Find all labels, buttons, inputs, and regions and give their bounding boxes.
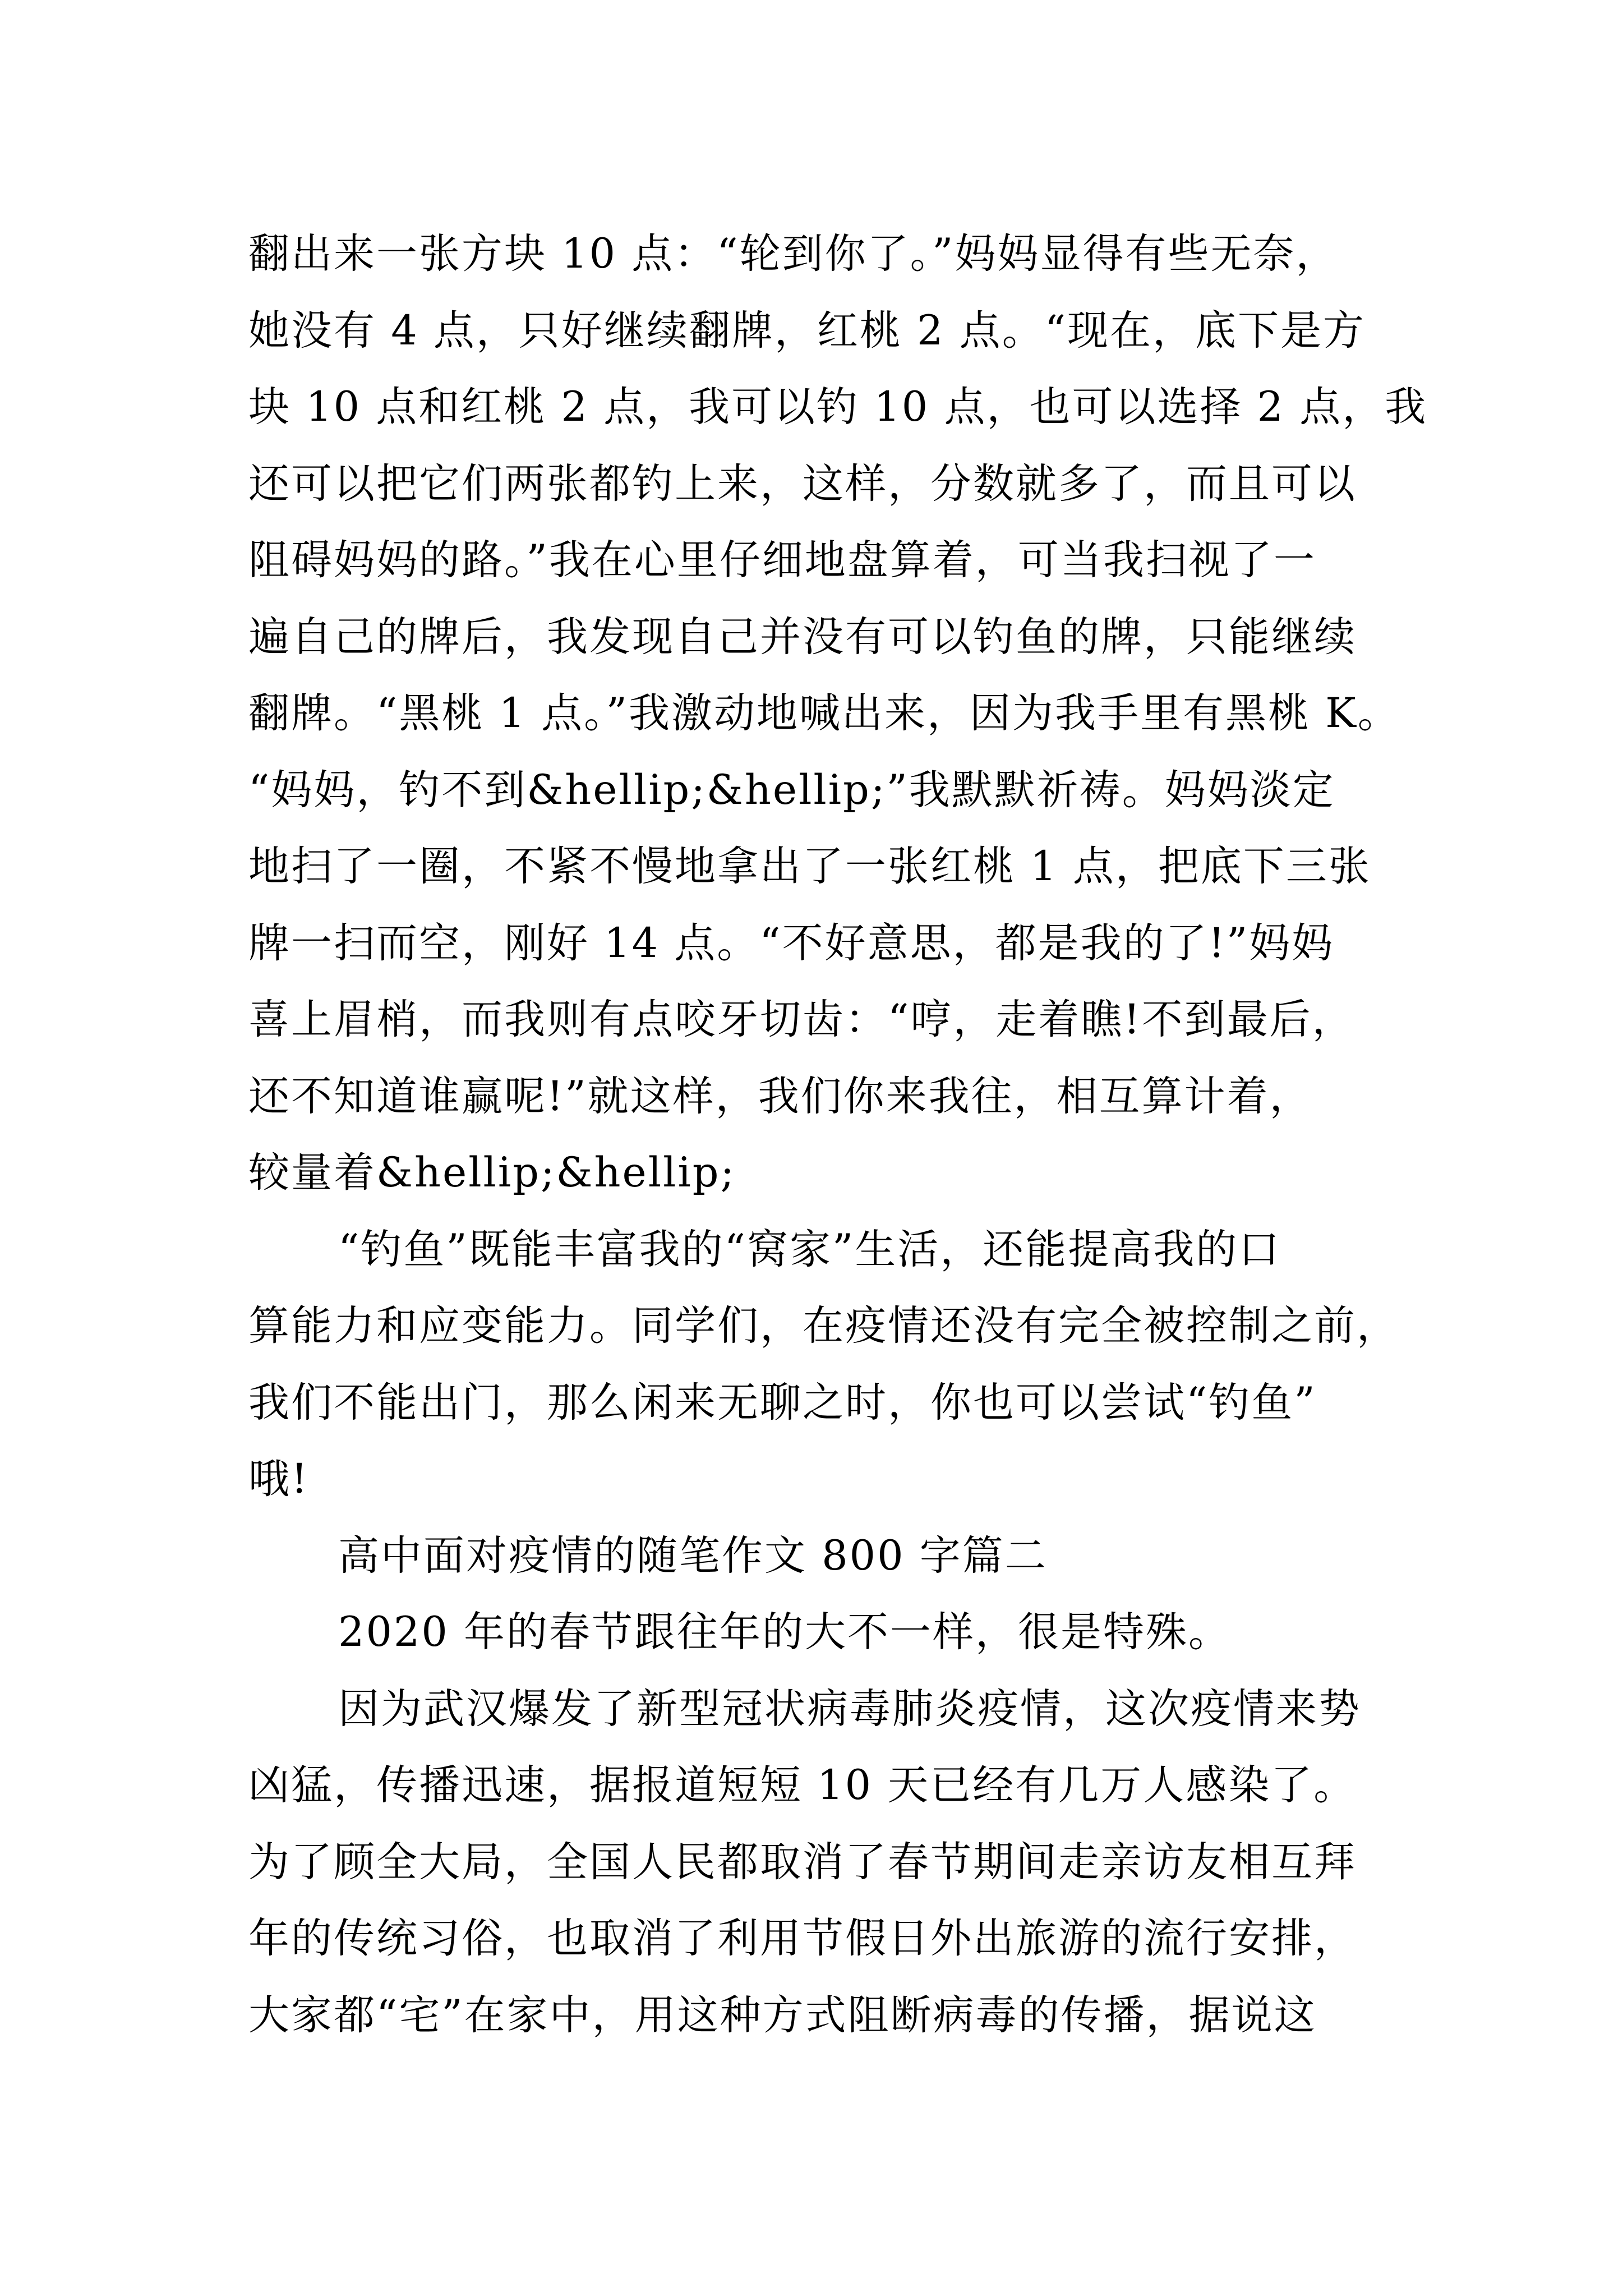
section-heading: 高中面对疫情的随笔作文 800 字篇二 <box>338 1531 1048 1580</box>
paragraph-start-line: “钓鱼”既能丰富我的“窝家”生活，还能提高我的口 <box>338 1225 1281 1273</box>
text-line: 年的传统习俗，也取消了利用节假日外出旅游的流行安排， <box>248 1915 1357 1962</box>
body-text <box>248 216 1437 2054</box>
text-line: 翻出来一张方块 10 点：“轮到你了。”妈妈显得有些无奈， <box>248 230 1339 278</box>
text-line: 翻牌。“黑桃 1 点。”我激动地喊出来，因为我手里有黑桃 K。 <box>248 689 1400 737</box>
text-line: 算能力和应变能力。同学们，在疫情还没有完全被控制之前， <box>248 1302 1399 1350</box>
text-line: 为了顾全大局，全国人民都取消了春节期间走亲访友相互拜 <box>248 1838 1357 1886</box>
text-line: 块 10 点和红桃 2 点，我可以钓 10 点，也可以选择 2 点，我 <box>248 383 1428 431</box>
text-line: “妈妈，钓不到&hellip;&hellip;”我默默祈祷。妈妈淡定 <box>248 766 1335 814</box>
text-line: 她没有 4 点，只好继续翻牌，红桃 2 点。“现在，底下是方 <box>248 306 1366 355</box>
text-line: 大家都“宅”在家中，用这种方式阻断病毒的传播，据说这 <box>248 1991 1317 2039</box>
paragraph-start-line: 因为武汉爆发了新型冠状病毒肺炎疫情，这次疫情来势 <box>338 1685 1361 1733</box>
text-line: 较量着&hellip;&hellip; <box>248 1149 736 1197</box>
text-line: 还可以把它们两张都钓上来，这样，分数就多了，而且可以 <box>248 459 1357 508</box>
text-line: 喜上眉梢，而我则有点咬牙切齿：“哼，走着瞧!不到最后， <box>248 996 1355 1043</box>
paragraph-start-line: 2020 年的春节跟往年的大不一样，很是特殊。 <box>338 1608 1231 1656</box>
text-line: 还不知道谁赢呢!”就这样，我们你来我往，相互算计着， <box>248 1072 1312 1120</box>
text-line: 地扫了一圈，不紧不慢地拿出了一张红桃 1 点，把底下三张 <box>248 843 1371 890</box>
text-line: 牌一扫而空，刚好 14 点。“不好意思，都是我的了!”妈妈 <box>248 919 1335 967</box>
text-line: 我们不能出门，那么闲来无聊之时，你也可以尝试“钓鱼” <box>248 1378 1317 1427</box>
text-line: 遍自己的牌后，我发现自己并没有可以钓鱼的牌，只能继续 <box>248 613 1357 661</box>
text-line: 哦! <box>248 1455 310 1503</box>
text-line: 阻碍妈妈的路。”我在心里仔细地盘算着，可当我扫视了一 <box>248 536 1316 584</box>
text-line: 凶猛，传播迅速，据报道短短 10 天已经有几万人感染了。 <box>248 1761 1357 1809</box>
